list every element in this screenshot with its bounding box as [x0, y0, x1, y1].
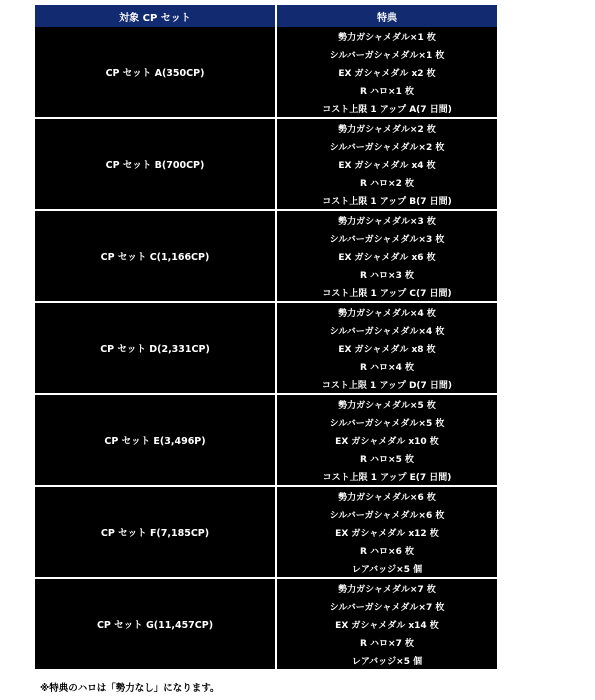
header-bonus: 特典: [277, 5, 497, 27]
bonus-list: [277, 211, 497, 301]
table-row: [35, 27, 497, 117]
header-target-set: 対象 CP セット: [35, 5, 275, 27]
bonus-list: [277, 119, 497, 209]
cp-set-name: CP セット E(3,496P): [104, 436, 206, 447]
bonus-item: シルバーガシャメダル×4 枚: [329, 326, 445, 337]
bonus-item: EX ガシャメダル x10 枚: [335, 436, 439, 447]
bonus-item: R ハロ×6 枚: [359, 546, 414, 557]
bonus-item: シルバーガシャメダル×7 枚: [329, 602, 445, 613]
footnote: ※特典のハロは「勢力なし」になります。: [40, 683, 220, 694]
bonus-item: シルバーガシャメダル×5 枚: [329, 418, 445, 429]
bonus-item: R ハロ×1 枚: [359, 86, 414, 97]
bonus-item: 勢力ガシャメダル×6 枚: [338, 492, 436, 503]
bonus-item: R ハロ×5 枚: [359, 454, 414, 465]
bonus-item: 勢力ガシャメダル×1 枚: [338, 32, 436, 43]
bonus-list: [277, 579, 497, 669]
bonus-item: 勢力ガシャメダル×4 枚: [338, 308, 436, 319]
table-row: [35, 393, 497, 485]
bonus-item: 勢力ガシャメダル×5 枚: [338, 400, 436, 411]
bonus-list: [277, 395, 497, 485]
cp-set-name: CP セット F(7,185CP): [100, 528, 210, 539]
bonus-item: シルバーガシャメダル×6 枚: [329, 510, 445, 521]
bonus-item: EX ガシャメダル x12 枚: [335, 528, 439, 539]
bonus-item: コスト上限 1 アップ A(7 日間): [322, 104, 452, 115]
table-row: [35, 209, 497, 301]
bonus-item: レアバッジ×5 個: [351, 564, 423, 575]
table-row: [35, 301, 497, 393]
bonus-item: EX ガシャメダル x4 枚: [338, 160, 436, 171]
cp-set-name: CP セット D(2,331CP): [100, 344, 210, 355]
bonus-item: コスト上限 1 アップ B(7 日間): [322, 196, 452, 207]
table-row: [35, 117, 497, 209]
bonus-item: コスト上限 1 アップ E(7 日間): [322, 472, 452, 483]
bonus-list: [277, 27, 497, 117]
bonus-item: EX ガシャメダル x8 枚: [338, 344, 436, 355]
table-body: [35, 27, 497, 669]
cp-set-name: CP セット B(700CP): [105, 160, 205, 171]
cp-set-name: CP セット A(350CP): [105, 68, 205, 79]
bonus-item: レアバッジ×5 個: [351, 656, 423, 667]
bonus-item: EX ガシャメダル x2 枚: [338, 68, 436, 79]
bonus-item: EX ガシャメダル x14 枚: [335, 620, 439, 631]
bonus-list: [277, 303, 497, 393]
cp-set-name: CP セット G(11,457CP): [96, 620, 214, 631]
bonus-item: シルバーガシャメダル×1 枚: [329, 50, 445, 61]
bonus-item: シルバーガシャメダル×2 枚: [329, 142, 445, 153]
bonus-item: 勢力ガシャメダル×2 枚: [338, 124, 436, 135]
bonus-item: R ハロ×7 枚: [359, 638, 414, 649]
table-row: [35, 485, 497, 577]
bonus-item: 勢力ガシャメダル×3 枚: [338, 216, 436, 227]
cp-set-table: [35, 5, 497, 669]
bonus-item: R ハロ×4 枚: [359, 362, 414, 373]
bonus-list: [277, 487, 497, 577]
bonus-item: EX ガシャメダル x6 枚: [338, 252, 436, 263]
table-row: [35, 577, 497, 669]
bonus-item: R ハロ×2 枚: [359, 178, 414, 189]
bonus-item: シルバーガシャメダル×3 枚: [329, 234, 445, 245]
cp-set-name: CP セット C(1,166CP): [100, 252, 210, 263]
bonus-item: R ハロ×3 枚: [359, 270, 414, 281]
bonus-item: 勢力ガシャメダル×7 枚: [338, 584, 436, 595]
bonus-item: コスト上限 1 アップ C(7 日間): [322, 288, 452, 299]
bonus-item: コスト上限 1 アップ D(7 日間): [321, 380, 453, 391]
table-header: [35, 5, 497, 27]
